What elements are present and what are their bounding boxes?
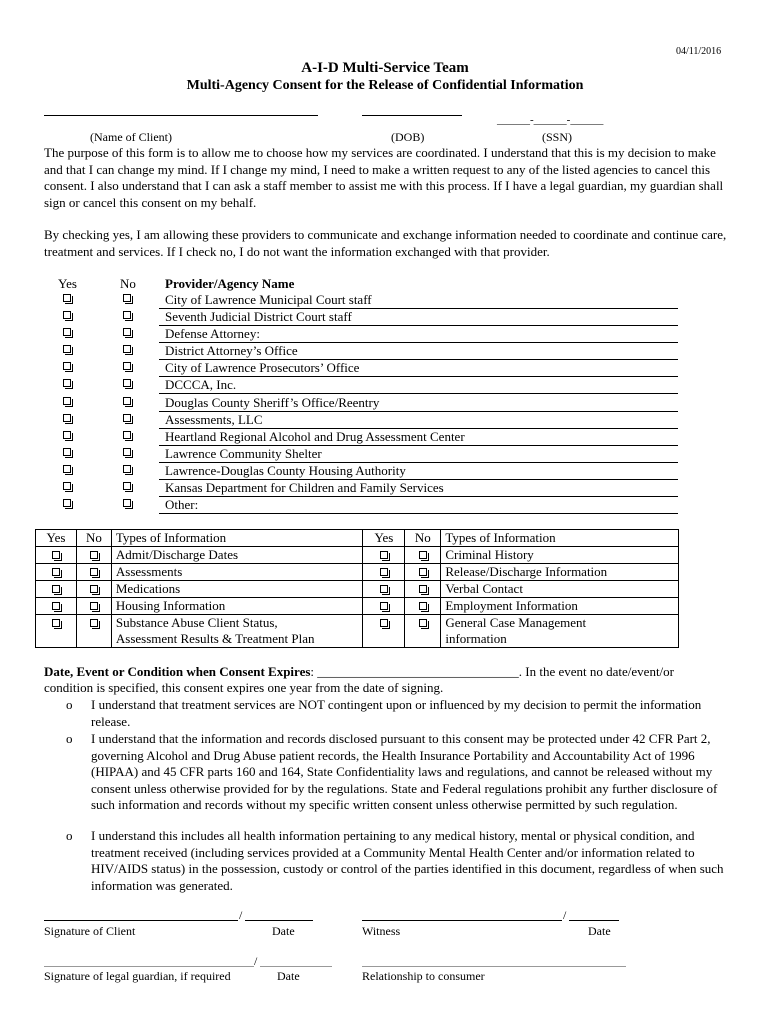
yes-checkbox[interactable] — [380, 568, 388, 576]
table-row — [36, 615, 679, 648]
info-type-line: information — [445, 631, 507, 646]
provider-underline — [159, 376, 678, 377]
provider-yes-checkbox[interactable] — [63, 482, 71, 490]
provider-yes-checkbox[interactable] — [63, 448, 71, 456]
provider-name: Lawrence-Douglas County Housing Authority — [165, 463, 406, 478]
provider-no-header: No — [120, 276, 136, 291]
provider-no-checkbox[interactable] — [123, 294, 131, 302]
yes-checkbox[interactable] — [380, 619, 388, 627]
slash: / — [563, 908, 567, 922]
purpose-paragraph: The purpose of this form is to allow me to choose how my services are coordinated. I understand that this is my decision to make and that I can change my mind. If I change my mind, I need to make a written request to any of the listed agencies to cancel this consent. I also understand that I can ask a staff member to assist me with this process. If I have a legal guardian, my guardian shall sign or cancel this consent on my behalf. — [44, 145, 724, 210]
provider-yes-checkbox[interactable] — [63, 465, 71, 473]
provider-name: Defense Attorney: — [165, 326, 260, 341]
info-type: Assessments — [111, 564, 363, 581]
provider-name: Lawrence Community Shelter — [165, 446, 322, 461]
provider-underline — [159, 393, 678, 394]
provider-yes-checkbox[interactable] — [63, 414, 71, 422]
provider-no-checkbox[interactable] — [123, 499, 131, 507]
provider-yes-checkbox[interactable] — [63, 499, 71, 507]
provider-yes-checkbox[interactable] — [63, 311, 71, 319]
provider-name: City of Lawrence Prosecutors’ Office — [165, 360, 360, 375]
types-header: Types of Information — [111, 530, 363, 547]
provider-no-checkbox[interactable] — [123, 397, 131, 405]
provider-name: District Attorney’s Office — [165, 343, 298, 358]
slash: / — [239, 908, 243, 922]
provider-underline — [159, 513, 678, 514]
types-header: Types of Information — [441, 530, 679, 547]
info-type: Admit/Discharge Dates — [111, 547, 363, 564]
witness-label: Witness — [362, 924, 401, 938]
provider-name: Kansas Department for Children and Family Services — [165, 480, 444, 495]
info-type — [111, 615, 363, 648]
provider-yes-checkbox[interactable] — [63, 397, 71, 405]
provider-no-checkbox[interactable] — [123, 482, 131, 490]
form-title: A-I-D Multi-Service Team — [301, 60, 469, 76]
provider-name: Douglas County Sheriff’s Office/Reentry — [165, 395, 380, 410]
provider-no-checkbox[interactable] — [123, 345, 131, 353]
checking-paragraph: By checking yes, I am allowing these providers to communicate and exchange information needed to coordinate and continue care, treatment and services. If I check no, I do not want the information exchanged with that provider. — [44, 227, 727, 259]
form-date: 04/11/2016 — [676, 46, 722, 57]
relationship-label: Relationship to consumer — [362, 969, 485, 983]
yes-header: Yes — [363, 530, 405, 547]
info-type: Criminal History — [441, 547, 679, 564]
provider-name: DCCCA, Inc. — [165, 377, 237, 392]
slash: / — [254, 954, 258, 968]
client-signature-label: Signature of Client — [44, 924, 136, 938]
info-type-line: General Case Management — [445, 615, 587, 630]
info-type: Employment Information — [441, 598, 679, 615]
expiry-label: Date, Event or Condition when Consent Expires — [44, 664, 311, 679]
relationship-field[interactable] — [362, 966, 626, 967]
yes-checkbox[interactable] — [52, 568, 60, 576]
table-header-row — [36, 530, 679, 547]
no-checkbox[interactable] — [90, 619, 98, 627]
provider-no-checkbox[interactable] — [123, 414, 131, 422]
no-checkbox[interactable] — [419, 619, 427, 627]
info-type: Housing Information — [111, 598, 363, 615]
bullet-marker: o — [66, 731, 73, 746]
no-checkbox[interactable] — [90, 602, 98, 610]
witness-signature-field[interactable] — [362, 920, 562, 921]
expiry-line — [44, 664, 674, 680]
table-row — [36, 598, 679, 615]
yes-header: Yes — [36, 530, 77, 547]
client-name-field[interactable] — [44, 115, 318, 116]
expiry-field[interactable]: _______________________________ — [317, 664, 519, 679]
yes-checkbox[interactable] — [380, 585, 388, 593]
ssn-field[interactable]: ______-______-______ — [497, 114, 604, 126]
table-row — [36, 547, 679, 564]
provider-yes-checkbox[interactable] — [63, 345, 71, 353]
provider-no-checkbox[interactable] — [123, 379, 131, 387]
information-types-table — [35, 529, 679, 648]
provider-name: Seventh Judicial District Court staff — [165, 309, 352, 324]
provider-yes-checkbox[interactable] — [63, 431, 71, 439]
client-name-caption: (Name of Client) — [90, 130, 172, 144]
no-checkbox[interactable] — [419, 585, 427, 593]
form-subtitle: Multi-Agency Consent for the Release of Confidential Information — [186, 78, 584, 93]
no-header: No — [76, 530, 111, 547]
witness-date-field[interactable] — [569, 920, 619, 921]
yes-checkbox[interactable] — [52, 602, 60, 610]
dob-field[interactable] — [362, 115, 462, 116]
bullet-text: I understand this includes all health information pertaining to any medical history, mental or physical condition, and treatment received (including services provided at a Community Mental Health Center and/or information related to HIV/AIDS status) in the possession, custody or control of the parties identified in this document, regardless of when such information was generated. — [91, 828, 724, 893]
provider-no-checkbox[interactable] — [123, 448, 131, 456]
no-checkbox[interactable] — [90, 551, 98, 559]
provider-yes-header: Yes — [58, 276, 77, 291]
ssn-caption: (SSN) — [542, 130, 573, 144]
table-row — [36, 581, 679, 598]
no-checkbox[interactable] — [90, 585, 98, 593]
client-date-label: Date — [272, 924, 295, 938]
info-type: Release/Discharge Information — [441, 564, 679, 581]
provider-name: City of Lawrence Municipal Court staff — [165, 292, 372, 307]
info-type-line: Substance Abuse Client Status, — [115, 615, 278, 630]
provider-name: Heartland Regional Alcohol and Drug Assessment Center — [165, 429, 465, 444]
info-type — [441, 615, 679, 648]
guardian-signature-label: Signature of legal guardian, if required — [44, 969, 231, 983]
guardian-date-field[interactable] — [260, 966, 332, 967]
provider-no-checkbox[interactable] — [123, 362, 131, 370]
bullet-marker: o — [66, 828, 73, 843]
bullet-text: I understand that treatment services are NOT contingent upon or influenced by my decision to permit the information release. — [91, 697, 702, 729]
provider-no-checkbox[interactable] — [123, 311, 131, 319]
bullet-text: I understand that the information and records disclosed pursuant to this consent may be protected under 42 CFR Part 2, governing Alcohol and Drug Abuse patient records, the Health Insurance Portability and Accountability Act of 1996 (HIPAA) and 45 CFR parts 160 and 164, State Confidentiality laws and regulations, and cannot be released without my consent unless otherwise provided for by the regulations. State and Federal regulations prohibit any further disclosure of such information and records without my specific written consent unless otherwise permitted by such regulation. — [91, 731, 718, 812]
provider-yes-checkbox[interactable] — [63, 294, 71, 302]
provider-no-checkbox[interactable] — [123, 465, 131, 473]
info-type: Verbal Contact — [441, 581, 679, 598]
bullet-marker: o — [66, 697, 73, 712]
provider-yes-checkbox[interactable] — [63, 379, 71, 387]
expiry-condition-text: condition is specified, this consent expires one year from the date of signing. — [44, 680, 444, 695]
no-checkbox[interactable] — [419, 602, 427, 610]
client-date-field[interactable] — [245, 920, 313, 921]
provider-yes-checkbox[interactable] — [63, 328, 71, 336]
yes-checkbox[interactable] — [52, 551, 60, 559]
provider-name: Other: — [165, 497, 199, 512]
yes-checkbox[interactable] — [380, 602, 388, 610]
yes-checkbox[interactable] — [52, 585, 60, 593]
no-checkbox[interactable] — [90, 568, 98, 576]
dob-caption: (DOB) — [391, 130, 425, 144]
client-signature-field[interactable] — [44, 920, 238, 921]
provider-no-checkbox[interactable] — [123, 328, 131, 336]
provider-name-header: Provider/Agency Name — [165, 276, 295, 291]
no-checkbox[interactable] — [419, 551, 427, 559]
witness-date-label: Date — [588, 924, 611, 938]
table-row — [36, 564, 679, 581]
guardian-date-label: Date — [277, 969, 300, 983]
no-checkbox[interactable] — [419, 568, 427, 576]
guardian-signature-field[interactable] — [44, 966, 254, 967]
provider-underline — [159, 496, 678, 497]
provider-name: Assessments, LLC — [165, 412, 263, 427]
provider-no-checkbox[interactable] — [123, 431, 131, 439]
expiry-note: . In the event no date/event/or — [518, 664, 675, 679]
expiry-colon: : — [310, 664, 315, 679]
yes-checkbox[interactable] — [380, 551, 388, 559]
yes-checkbox[interactable] — [52, 619, 60, 627]
provider-yes-checkbox[interactable] — [63, 362, 71, 370]
info-type: Medications — [111, 581, 363, 598]
no-header: No — [405, 530, 441, 547]
info-type-line: Assessment Results & Treatment Plan — [115, 631, 315, 646]
